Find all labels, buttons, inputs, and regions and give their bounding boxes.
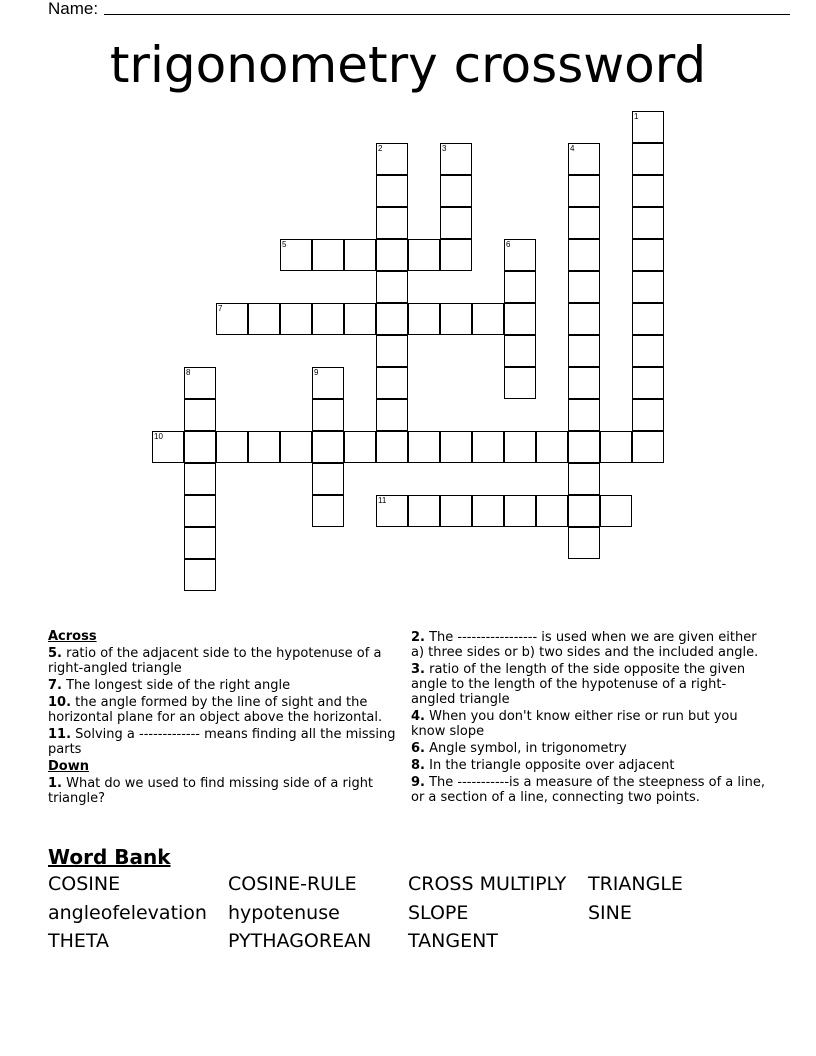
clue-number: 5. — [48, 646, 62, 661]
word-bank-item: THETA — [48, 930, 110, 952]
clue-text: The longest side of the right angle — [61, 678, 291, 693]
clue-number-label: 4 — [570, 144, 575, 153]
crossword-cell[interactable] — [376, 399, 408, 431]
crossword-cell[interactable] — [504, 495, 536, 527]
down-heading: Down — [48, 759, 89, 774]
crossword-cell[interactable] — [632, 239, 664, 271]
crossword-cell[interactable] — [184, 463, 216, 495]
crossword-cell[interactable] — [344, 239, 376, 271]
crossword-cell[interactable] — [440, 239, 472, 271]
clue-number: 11. — [48, 727, 72, 742]
word-bank-item: hypotenuse — [228, 901, 340, 924]
word-bank-item: SINE — [588, 901, 632, 924]
crossword-cell[interactable] — [344, 431, 376, 463]
crossword-cell[interactable] — [216, 303, 248, 335]
word-bank-item: COSINE-RULE — [228, 873, 357, 895]
page-title: trigonometry crossword — [109, 36, 707, 94]
clue-number-label: 6 — [506, 240, 511, 249]
crossword-cell[interactable] — [568, 367, 600, 399]
crossword-cell[interactable] — [440, 431, 472, 463]
crossword-cell[interactable] — [152, 431, 184, 463]
clue-number-label: 8 — [186, 368, 191, 377]
clue-number: 9. — [411, 775, 425, 790]
word-bank-item: TANGENT — [408, 930, 498, 952]
crossword-cell[interactable] — [632, 207, 664, 239]
across-heading: Across — [48, 629, 97, 644]
crossword-cell[interactable] — [600, 431, 632, 463]
crossword-cell[interactable] — [376, 271, 408, 303]
clue-text: The ----------------- is used when we are given either a) three sides or b) two sides and the included angle. — [411, 630, 759, 660]
crossword-cell[interactable] — [408, 239, 440, 271]
crossword-cell[interactable] — [312, 367, 344, 399]
crossword-cell[interactable] — [216, 431, 248, 463]
crossword-cell[interactable] — [632, 143, 664, 175]
crossword-cell[interactable] — [312, 239, 344, 271]
crossword-cell[interactable] — [408, 495, 440, 527]
crossword-cell[interactable] — [632, 431, 664, 463]
crossword-cell[interactable] — [504, 239, 536, 271]
crossword-cell[interactable] — [280, 239, 312, 271]
clue-item — [411, 709, 767, 739]
word-bank-item: SLOPE — [408, 901, 469, 924]
crossword-cell[interactable] — [376, 335, 408, 367]
crossword-cell[interactable] — [440, 495, 472, 527]
clue-number: 4. — [411, 709, 425, 724]
clue-number: 6. — [411, 741, 425, 756]
clue-number-label: 10 — [154, 432, 163, 441]
crossword-cell[interactable] — [312, 399, 344, 431]
clue-item — [411, 662, 767, 707]
word-bank-item: TRIANGLE — [588, 873, 683, 895]
clue-number: 10. — [48, 695, 72, 710]
word-bank — [48, 844, 768, 956]
crossword-cell[interactable] — [504, 367, 536, 399]
word-bank-item: PYTHAGOREAN — [228, 930, 372, 952]
crossword-cell[interactable] — [280, 303, 312, 335]
word-bank-item: CROSS MULTIPLY — [408, 873, 567, 895]
clue-text: ratio of the adjacent side to the hypotenuse of a right-angled triangle — [48, 646, 382, 676]
clue-text: When you don't know either rise or run but you know slope — [411, 709, 738, 739]
crossword-cell[interactable] — [568, 463, 600, 495]
clue-text: ratio of the length of the side opposite the given angle to the length of the hypotenuse of a right-angled triangle — [411, 662, 746, 707]
crossword-cell[interactable] — [536, 431, 568, 463]
crossword-cell[interactable] — [472, 431, 504, 463]
crossword-cell[interactable] — [504, 431, 536, 463]
crossword-cell[interactable] — [280, 431, 312, 463]
crossword-cell[interactable] — [600, 495, 632, 527]
word-bank-item: COSINE — [48, 873, 121, 895]
crossword-cell[interactable] — [376, 431, 408, 463]
clue-item — [48, 695, 404, 725]
clue-item — [48, 776, 404, 806]
clue-number: 1. — [48, 776, 62, 791]
clue-number-label: 5 — [282, 240, 287, 249]
clue-number-label: 3 — [442, 144, 447, 153]
crossword-cell[interactable] — [568, 143, 600, 175]
clue-number: 2. — [411, 630, 425, 645]
crossword-cell[interactable] — [632, 303, 664, 335]
crossword-cell[interactable] — [440, 175, 472, 207]
crossword-cell[interactable] — [568, 495, 600, 527]
clues-right-column — [411, 629, 767, 807]
crossword-cell[interactable] — [248, 303, 280, 335]
name-label: Name: — [48, 0, 99, 18]
crossword-cell[interactable] — [472, 303, 504, 335]
clue-item — [411, 741, 767, 756]
crossword-cell[interactable] — [632, 399, 664, 431]
clue-number-label: 9 — [314, 368, 319, 377]
crossword-cell[interactable] — [184, 431, 216, 463]
clue-number-label: 7 — [218, 304, 223, 313]
crossword-cell[interactable] — [344, 303, 376, 335]
clue-number-label: 11 — [378, 496, 387, 505]
crossword-cell[interactable] — [568, 303, 600, 335]
crossword-cell[interactable] — [248, 431, 280, 463]
crossword-cell[interactable] — [568, 175, 600, 207]
crossword-cell[interactable] — [440, 207, 472, 239]
clue-text: What do we used to find missing side of a right triangle? — [48, 776, 374, 806]
crossword-cell[interactable] — [568, 335, 600, 367]
clue-item — [48, 646, 404, 676]
crossword-cell[interactable] — [632, 367, 664, 399]
crossword-cell[interactable] — [632, 175, 664, 207]
crossword-cell[interactable] — [632, 111, 664, 143]
clue-number: 3. — [411, 662, 425, 677]
clue-text: the angle formed by the line of sight and the horizontal plane for an object above the horizontal. — [48, 695, 383, 725]
crossword-cell[interactable] — [376, 367, 408, 399]
clue-text: Solving a ------------- means finding all the missing parts — [48, 727, 396, 757]
clue-item — [411, 775, 767, 805]
crossword-cell[interactable] — [440, 143, 472, 175]
crossword-cell[interactable] — [632, 271, 664, 303]
crossword-cell[interactable] — [184, 399, 216, 431]
clue-item — [411, 758, 767, 773]
crossword-cell[interactable] — [312, 495, 344, 527]
crossword-cell[interactable] — [632, 335, 664, 367]
clue-item — [48, 727, 404, 757]
clue-text: In the triangle opposite over adjacent — [424, 758, 675, 773]
crossword-cell[interactable] — [376, 239, 408, 271]
crossword-cell[interactable] — [568, 239, 600, 271]
crossword-cell[interactable] — [376, 207, 408, 239]
crossword-cell[interactable] — [376, 175, 408, 207]
crossword-cell[interactable] — [376, 143, 408, 175]
crossword-cell[interactable] — [376, 303, 408, 335]
crossword-cell[interactable] — [568, 431, 600, 463]
crossword-cell[interactable] — [184, 527, 216, 559]
crossword-cell[interactable] — [504, 303, 536, 335]
crossword-cell[interactable] — [184, 367, 216, 399]
word-bank-item: angleofelevation — [48, 901, 207, 924]
word-bank-grid — [48, 870, 768, 956]
clue-number-label: 1 — [634, 112, 639, 121]
crossword-cell[interactable] — [376, 495, 408, 527]
crossword-cell[interactable] — [312, 303, 344, 335]
crossword-cell[interactable] — [568, 271, 600, 303]
crossword-cell[interactable] — [568, 399, 600, 431]
crossword-cell[interactable] — [472, 495, 504, 527]
clue-text: Angle symbol, in trigonometry — [424, 741, 627, 756]
crossword-cell[interactable] — [440, 303, 472, 335]
word-bank-title: Word Bank — [48, 845, 171, 869]
crossword-cell[interactable] — [568, 527, 600, 559]
crossword-cell[interactable] — [312, 431, 344, 463]
crossword-cell[interactable] — [408, 431, 440, 463]
clue-item — [411, 630, 767, 660]
crossword-cell[interactable] — [568, 207, 600, 239]
clue-item — [48, 678, 404, 693]
clue-number: 8. — [411, 758, 425, 773]
crossword-cell[interactable] — [536, 495, 568, 527]
clues-left-column — [48, 629, 404, 808]
clue-text: The -----------is a measure of the steepness of a line, or a section of a line, connecting two points. — [411, 775, 765, 805]
crossword-cell[interactable] — [184, 495, 216, 527]
clue-number-label: 2 — [378, 144, 383, 153]
crossword-cell[interactable] — [504, 271, 536, 303]
clue-number: 7. — [48, 678, 62, 693]
crossword-cell[interactable] — [184, 559, 216, 591]
crossword-cell[interactable] — [504, 335, 536, 367]
crossword-cell[interactable] — [312, 463, 344, 495]
crossword-cell[interactable] — [408, 303, 440, 335]
